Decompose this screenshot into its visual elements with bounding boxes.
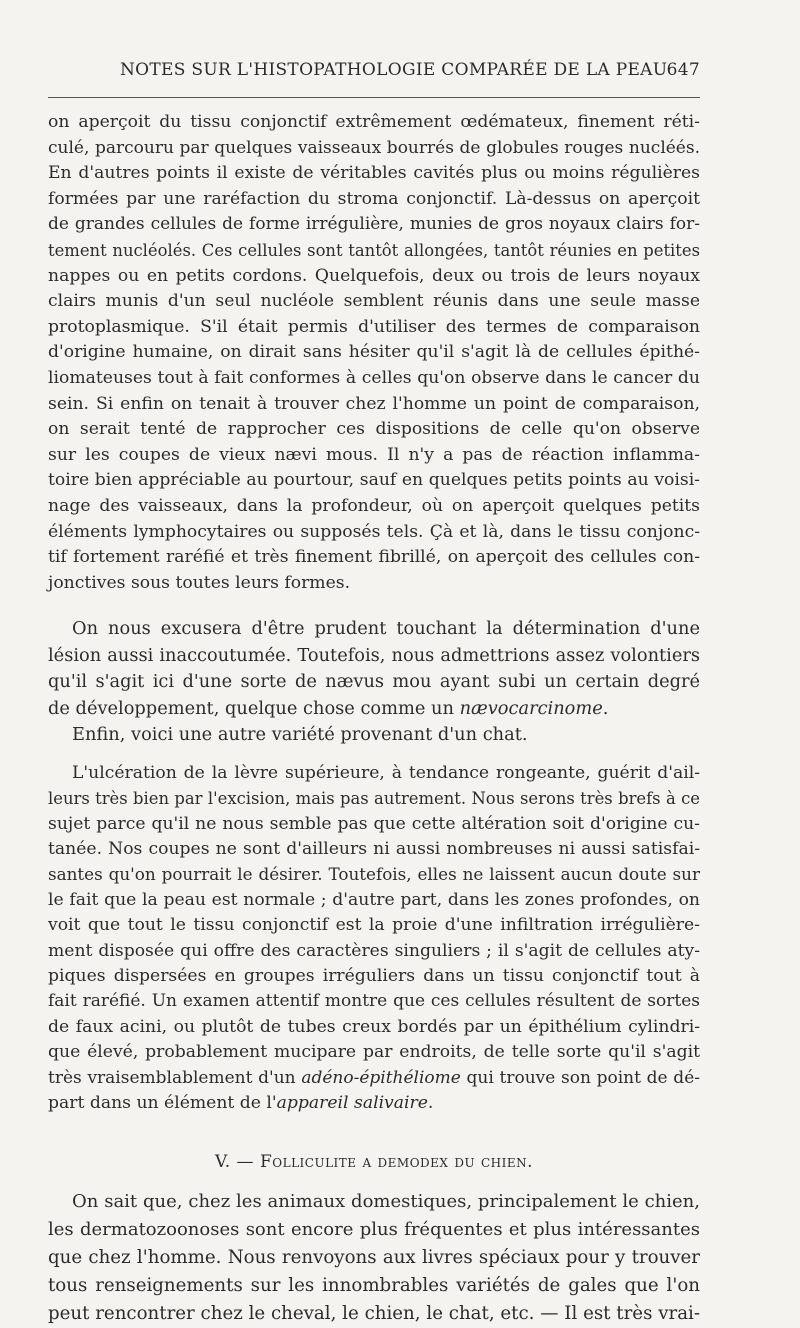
italic-term: adéno-épithéliome bbox=[301, 1067, 461, 1088]
text-line: clairs munis d'un seul nucléole semblent réunis dans une seule masse bbox=[48, 291, 700, 312]
text-line: On nous excusera d'être prudent touchant la détermination d'une bbox=[72, 618, 700, 640]
text-line bbox=[48, 1066, 700, 1091]
text-line: le fait que la peau est normale ; d'autre part, dans les zones profondes, on bbox=[48, 889, 700, 910]
text-fragment: de développement, quelque chose comme un bbox=[48, 697, 460, 719]
text-line: sur les coupes de vieux nævi mous. Il n'y a pas de réaction inflamma- bbox=[48, 444, 700, 465]
text-fragment: très vraisemblablement d'un bbox=[48, 1067, 302, 1088]
text-line: En d'autres points il existe de véritables cavités plus ou moins régulières bbox=[48, 163, 700, 184]
text-line: lésion aussi inaccoutumée. Toutefois, nous admettrions assez volontiers bbox=[48, 644, 700, 666]
text-line: sujet parce qu'il ne nous semble pas que cette altération soit d'origine cu- bbox=[48, 813, 700, 834]
running-header bbox=[48, 56, 700, 86]
text-line: tif fortement raréfié et très finement fibrillé, on aperçoit des cellules con- bbox=[48, 547, 700, 568]
text-line: On sait que, chez les animaux domestiques, principalement le chien, bbox=[72, 1191, 700, 1213]
page-number: 647 bbox=[666, 60, 700, 80]
body-text bbox=[48, 110, 700, 1328]
text-line: d'origine humaine, on dirait sans hésiter qu'il s'agit là de cellules épithé- bbox=[48, 342, 700, 363]
italic-term: nævocarcinome bbox=[459, 697, 603, 719]
text-line: éléments lymphocytaires ou supposés tels. Çà et là, dans le tissu conjonc- bbox=[48, 521, 700, 542]
section-title: Folliculite a demodex du chien. bbox=[259, 1152, 534, 1173]
section-number: V. — bbox=[214, 1152, 255, 1173]
text-fragment: . bbox=[427, 1093, 434, 1114]
text-line: nappes ou en petits cordons. Quelquefois, deux ou trois de leurs noyaux bbox=[48, 265, 700, 286]
text-line: de grandes cellules de forme irrégulière, munies de gros noyaux clairs for- bbox=[48, 214, 700, 235]
paragraph-5 bbox=[48, 1188, 700, 1328]
paragraph-4 bbox=[48, 761, 700, 1117]
text-line: on serait tenté de rapprocher ces dispositions de celle qu'on observe bbox=[48, 419, 700, 440]
text-line: liomateuses tout à fait conformes à celles qu'on observe dans le cancer du bbox=[48, 367, 700, 388]
text-line: protoplasmique. S'il était permis d'utiliser des termes de comparaison bbox=[48, 316, 700, 337]
text-line bbox=[48, 1091, 700, 1116]
text-fragment: qui trouve son point de dé- bbox=[460, 1067, 700, 1088]
text-line: fait raréfié. Un examen attentif montre que ces cellules résultent de sortes bbox=[48, 991, 700, 1012]
text-fragment: part dans un élément de l' bbox=[48, 1093, 277, 1114]
text-line: ment disposée qui offre des caractères singuliers ; il s'agit de cellules aty- bbox=[48, 940, 700, 961]
header-rule bbox=[48, 97, 700, 98]
text-line: de faux acini, ou plutôt de tubes creux bordés par un épithélium cylindri- bbox=[48, 1016, 700, 1037]
text-fragment: . bbox=[602, 697, 609, 719]
text-line bbox=[48, 696, 700, 723]
text-line: on aperçoit du tissu conjonctif extrêmement œdémateux, finement réti- bbox=[48, 112, 700, 132]
text-line: santes qu'on pourrait le désirer. Toutefois, elles ne laissent aucun doute sur bbox=[48, 864, 700, 885]
paragraph-1 bbox=[48, 110, 700, 596]
text-line: voit que tout le tissu conjonctif est la proie d'une infiltration irrégulière- bbox=[48, 915, 700, 936]
text-line: que chez l'homme. Nous renvoyons aux livres spéciaux pour y trouver bbox=[48, 1247, 700, 1269]
text-line: tanée. Nos coupes ne sont d'ailleurs ni aussi nombreuses ni aussi satisfai- bbox=[48, 839, 700, 859]
text-line: toire bien appréciable au pourtour, sauf en quelques petits points au voisi- bbox=[48, 470, 700, 491]
section-heading bbox=[48, 1152, 700, 1172]
text-line: jonctives sous toutes leurs formes. bbox=[48, 572, 351, 593]
header-title: NOTES SUR L'HISTOPATHOLOGIE COMPARÉE DE LA PEAU bbox=[120, 60, 668, 80]
paragraph-3 bbox=[48, 722, 700, 749]
text-line: tous renseignements sur les innombrables variétés de gales que l'on bbox=[48, 1275, 700, 1297]
text-line: nage des vaisseaux, dans la profondeur, où on aperçoit quelques petits bbox=[48, 495, 700, 516]
text-line: piques dispersées en groupes irréguliers dans un tissu conjonctif tout à bbox=[48, 966, 700, 987]
paragraph-2 bbox=[48, 616, 700, 722]
italic-term: appareil salivaire bbox=[276, 1093, 428, 1114]
text-line: les dermatozoonoses sont encore plus fréquentes et plus intéressantes bbox=[48, 1219, 700, 1241]
text-line: qu'il s'agit ici d'une sorte de nævus mou ayant subi un certain degré bbox=[48, 671, 700, 693]
text-line: Enfin, voici une autre variété provenant d'un chat. bbox=[72, 724, 528, 746]
text-line: tement nucléolés. Ces cellules sont tantôt allongées, tantôt réunies en petites bbox=[48, 240, 700, 260]
text-line: leurs très bien par l'excision, mais pas autrement. Nous serons très brefs à ce bbox=[48, 789, 700, 809]
text-line: sein. Si enfin on tenait à trouver chez l'homme un point de comparaison, bbox=[48, 393, 700, 414]
text-line: que élevé, probablement mucipare par endroits, de telle sorte qu'il s'agit bbox=[48, 1042, 700, 1063]
text-line: formées par une raréfaction du stroma conjonctif. Là-dessus on aperçoit bbox=[48, 188, 700, 209]
text-line: culé, parcouru par quelques vaisseaux bourrés de globules rouges nucléés. bbox=[48, 137, 700, 158]
text-line: L'ulcération de la lèvre supérieure, à tendance rongeante, guérit d'ail- bbox=[72, 762, 700, 783]
text-line: peut rencontrer chez le cheval, le chien, le chat, etc. — Il est très vrai- bbox=[48, 1303, 700, 1325]
